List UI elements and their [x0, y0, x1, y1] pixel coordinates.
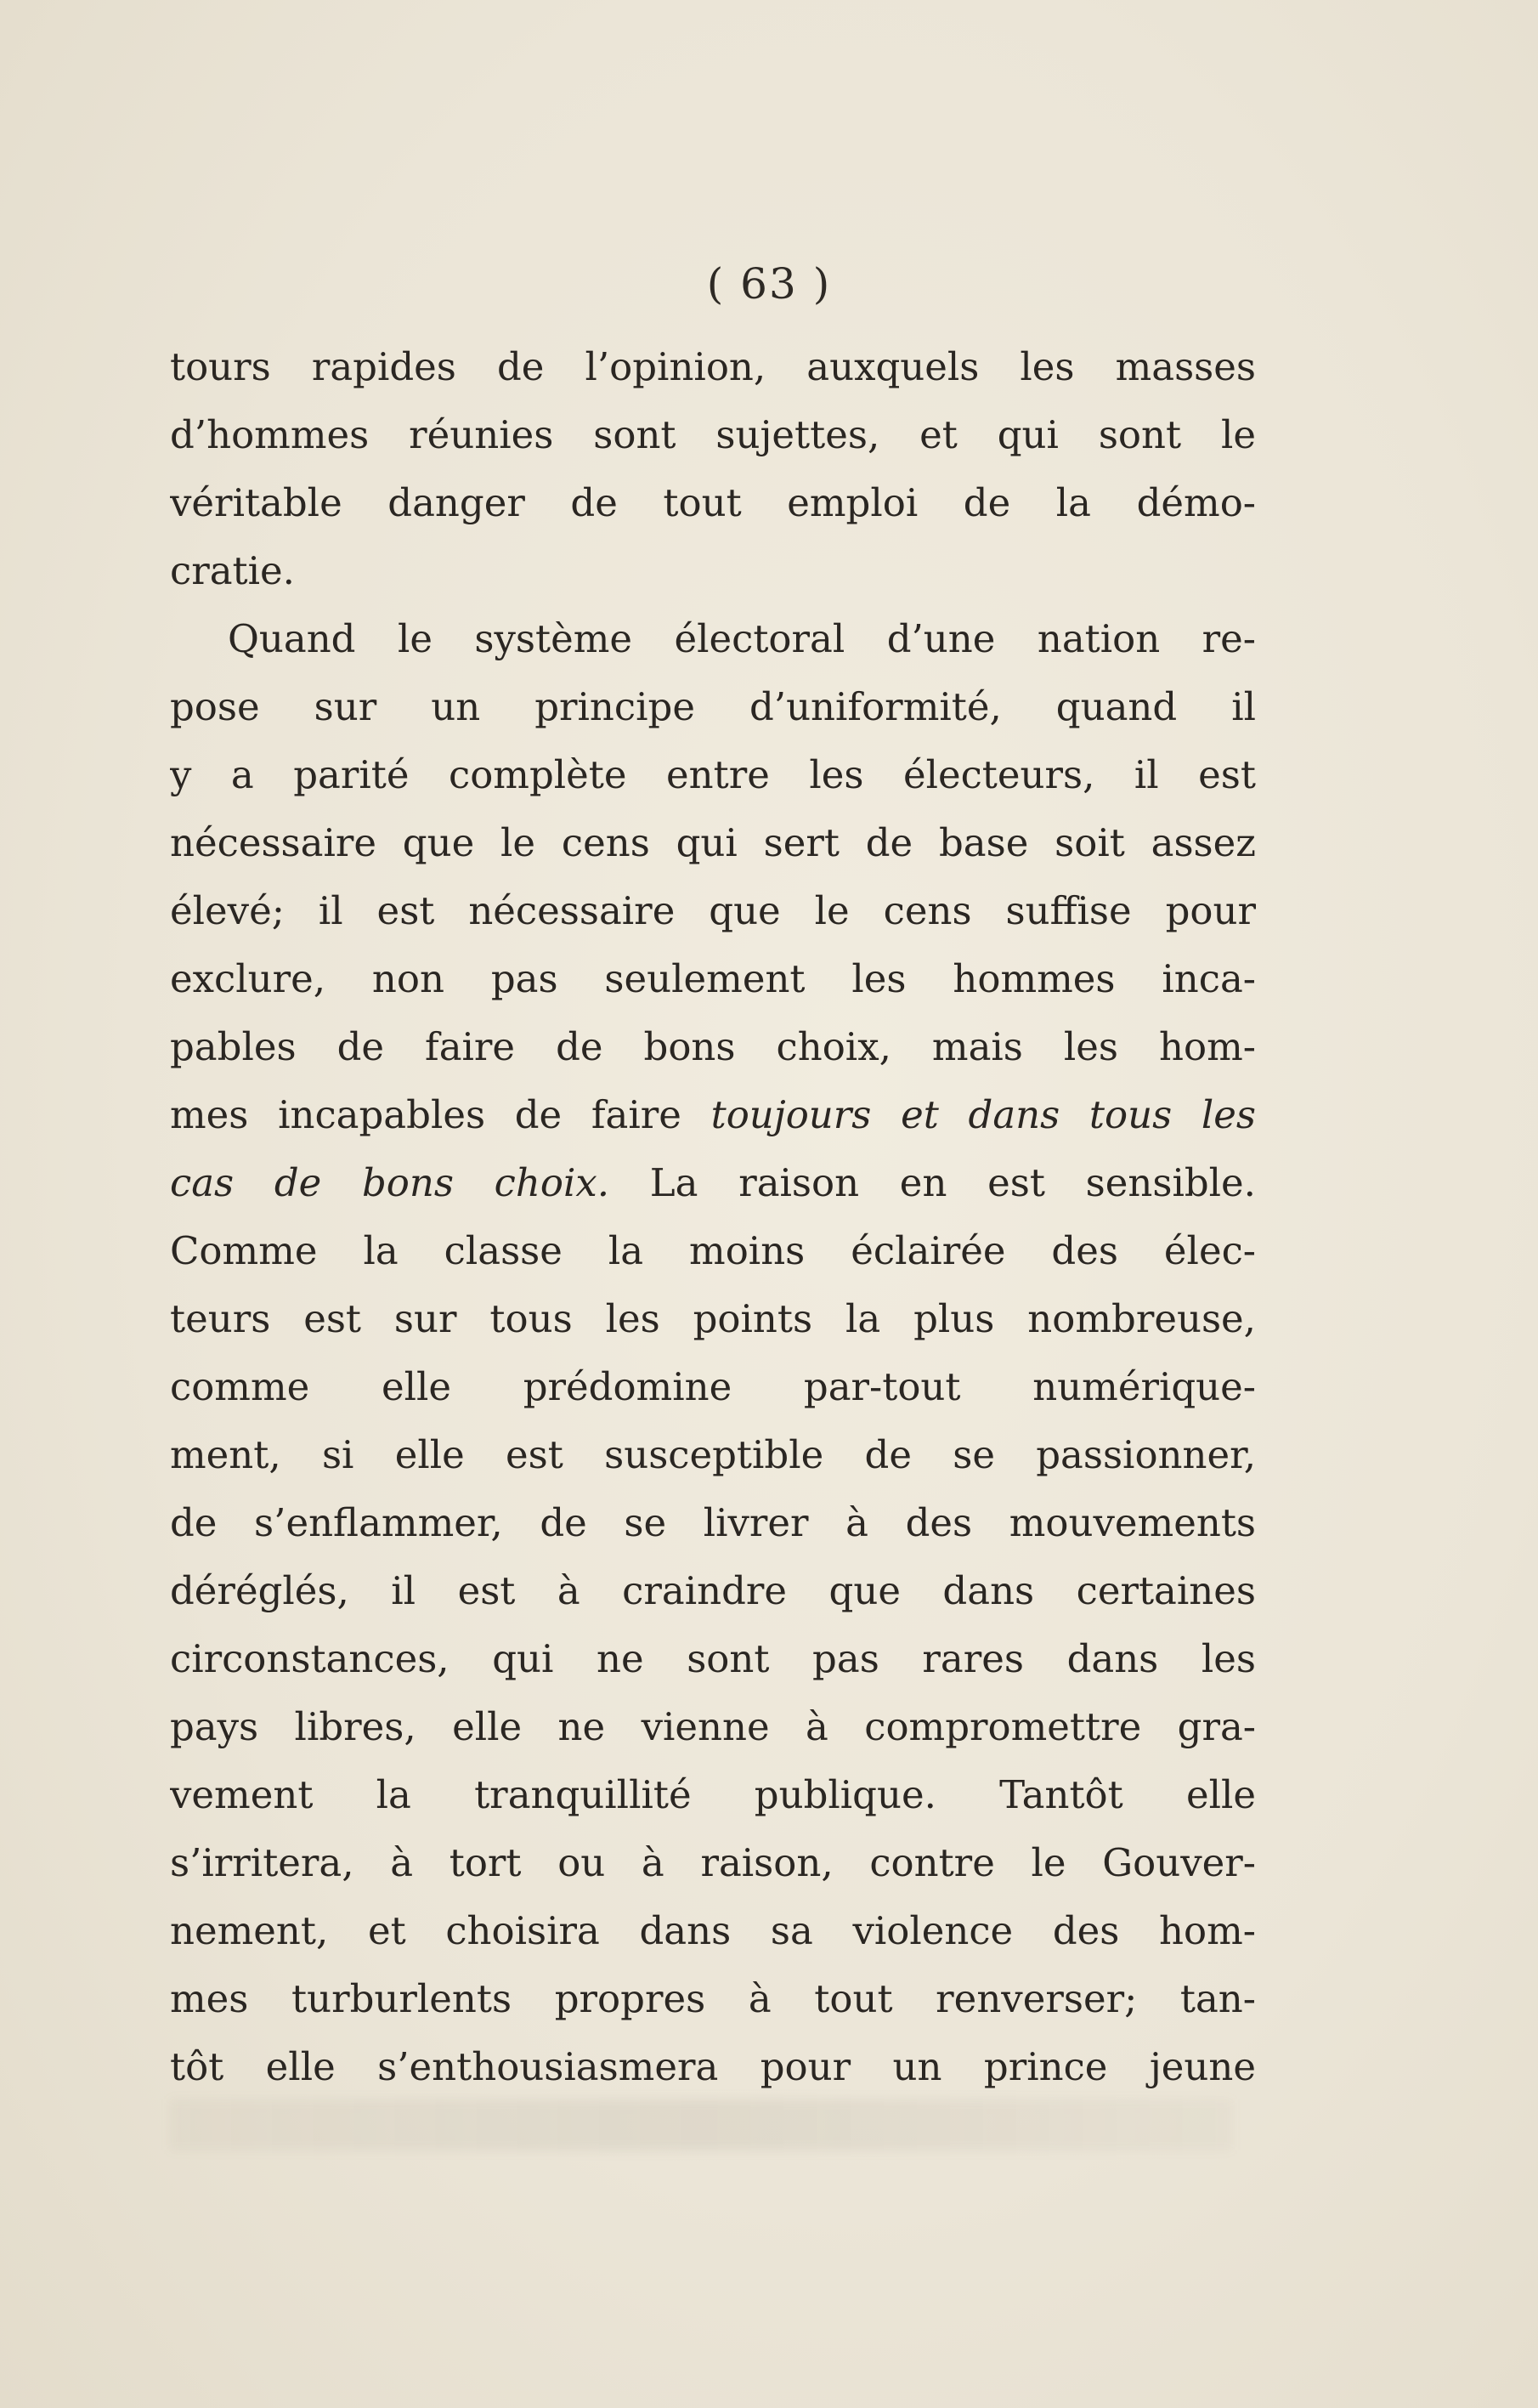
text-line-6: pose sur un principe d’uniformité, quand il	[170, 684, 1256, 729]
text-line-12-roman: mes incapables de faire	[170, 1092, 711, 1137]
text-line-23: s’irritera, à tort ou à raison, contre le Gouver-	[170, 1840, 1256, 1885]
text-line-21: pays libres, elle ne vienne à compromettre gra-	[170, 1704, 1256, 1749]
text-line-12-italic: toujours et dans tous les	[710, 1092, 1256, 1137]
text-line-13-italic: cas de bons choix.	[170, 1160, 610, 1205]
text-line-4: cratie.	[170, 548, 295, 593]
body-text	[170, 333, 1256, 2101]
text-line-13-roman: La raison en est sensible.	[609, 1160, 1256, 1205]
text-line-14: Comme la classe la moins éclairée des élec-	[170, 1228, 1256, 1273]
text-line-7: y a parité complète entre les électeurs, il est	[170, 752, 1256, 797]
text-line-5: Quand le système électoral d’une nation re-	[228, 616, 1256, 661]
text-line-17: ment, si elle est susceptible de se passionner,	[170, 1432, 1256, 1477]
text-line-12	[170, 1081, 1256, 1149]
text-line-11: pables de faire de bons choix, mais les hom-	[170, 1024, 1256, 1069]
page-number: ( 63 )	[706, 259, 832, 309]
text-line-10: exclure, non pas seulement les hommes inca-	[170, 956, 1256, 1001]
text-line-19: déréglés, il est à craindre que dans certaines	[170, 1568, 1256, 1613]
text-line-26: tôt elle s’enthousiasmera pour un prince jeune	[170, 2044, 1256, 2089]
text-line-13	[170, 1149, 1256, 1217]
text-line-18: de s’enflammer, de se livrer à des mouvements	[170, 1500, 1256, 1545]
text-line-2: d’hommes réunies sont sujettes, et qui sont le	[170, 412, 1256, 457]
show-through-shadow	[170, 2099, 1232, 2150]
text-line-20: circonstances, qui ne sont pas rares dans les	[170, 1636, 1256, 1681]
text-line-9: élevé; il est nécessaire que le cens suffise pour	[170, 888, 1256, 933]
text-line-16: comme elle prédomine par-tout numérique-	[170, 1364, 1256, 1409]
text-line-24: nement, et choisira dans sa violence des hom-	[170, 1908, 1256, 1953]
text-line-3: véritable danger de tout emploi de la démo-	[170, 480, 1256, 525]
text-line-8: nécessaire que le cens qui sert de base soit assez	[170, 820, 1256, 865]
text-line-25: mes turburlents propres à tout renverser; tan-	[170, 1976, 1256, 2021]
text-line-15: teurs est sur tous les points la plus nombreuse,	[170, 1296, 1256, 1341]
text-line-22: vement la tranquillité publique. Tantôt elle	[170, 1772, 1256, 1817]
text-line-1: tours rapides de l’opinion, auxquels les masses	[170, 344, 1256, 389]
